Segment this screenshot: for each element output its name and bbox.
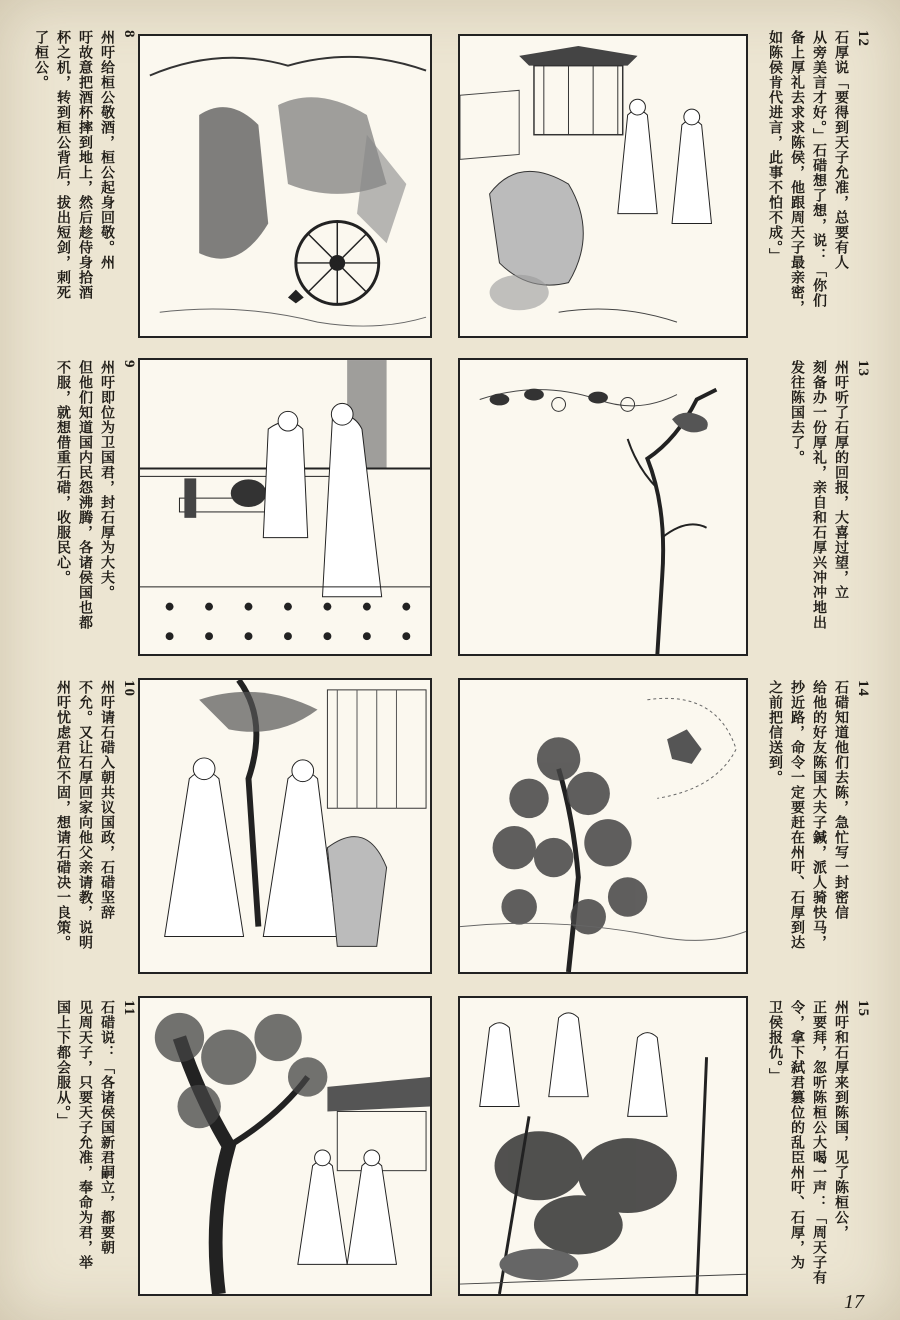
caption-13 (752, 360, 872, 660)
caption-line: 石碏说：「各诸侯国新君嗣立，都要朝 (99, 1000, 115, 1255)
caption-number: 10 (121, 680, 137, 697)
caption-line: 州吁听了石厚的回报，大喜过望，立 (833, 360, 849, 600)
caption-number: 9 (121, 360, 137, 369)
caption-line: 备上厚礼去求求陈侯，他跟周天子最亲密， (789, 30, 805, 315)
caption-line: 石碏知道他们去陈，急忙写一封密信 (833, 680, 849, 920)
caption-line: 州吁忧虑君位不固，想请石碏决一良策。 (55, 680, 71, 950)
caption-8 (28, 30, 138, 330)
caption-number: 8 (121, 30, 137, 39)
illustration-panel-13 (458, 358, 748, 656)
illustration-chariots-departing (460, 360, 746, 654)
caption-line: 州吁给桓公敬酒，桓公起身回敬。州 (99, 30, 115, 270)
caption-line: 如陈侯肯代进言，此事不怕不成。」 (767, 30, 783, 263)
illustration-panel-9 (138, 358, 432, 656)
caption-line: 吁故意把酒杯摔到地上，然后趁侍身拾酒 (77, 30, 93, 300)
caption-line: 之前把信送到。 (767, 680, 783, 785)
caption-number: 13 (855, 360, 871, 377)
caption-line: 州吁和石厚来到陈国，见了陈桓公， (833, 1000, 849, 1240)
caption-line: 令，拿下弑君篡位的乱臣州吁、石厚，为 (789, 1000, 805, 1270)
caption-line: 给他的好友陈国大夫子鍼，派人骑快马， (811, 680, 827, 950)
caption-line: 抄近路，命令一定要赶在州吁、石厚到达 (789, 680, 805, 950)
caption-number: 12 (855, 30, 871, 47)
caption-line: 州吁请石碏入朝共议国政，石碏坚辞 (99, 680, 115, 920)
illustration-panel-11 (138, 996, 432, 1296)
caption-line: 见周天子，只要天子允准，奉命为君，举 (77, 1000, 93, 1270)
caption-line: 卫侯报仇。」 (767, 1000, 783, 1083)
illustration-tree-and-gate (140, 998, 430, 1294)
illustration-palace-banquet (140, 360, 430, 654)
caption-line: 刻备办一份厚礼，亲自和石厚兴冲冲地出 (811, 360, 827, 630)
caption-line: 州吁即位为卫国君，封石厚为大夫。 (99, 360, 115, 600)
caption-line: 了桓公。 (33, 30, 49, 90)
illustration-panel-14 (458, 678, 748, 974)
illustration-garden-pavilion (460, 36, 746, 336)
illustration-arrest-scene (460, 998, 746, 1294)
caption-12 (752, 30, 872, 330)
page-number: 17 (844, 1291, 864, 1313)
illustration-messenger-rider (460, 680, 746, 972)
illustration-panel-8 (138, 34, 432, 338)
caption-line: 不服，就想借重石碏，收服民心。 (55, 360, 71, 585)
illustration-panel-10 (138, 678, 432, 974)
illustration-courtyard-conversation (140, 680, 430, 972)
illustration-panel-15 (458, 996, 748, 1296)
caption-14 (752, 680, 872, 980)
caption-line: 石厚说「要得到天子允准，总要有人 (833, 30, 849, 270)
caption-line: 国上下都会服从。」 (55, 1000, 71, 1128)
caption-line: 从旁美言才好。」石碏想了想，说：「你们 (811, 30, 827, 308)
caption-number: 15 (855, 1000, 871, 1017)
illustration-panel-12 (458, 34, 748, 338)
caption-11 (28, 1000, 138, 1300)
caption-number: 11 (121, 1000, 137, 1017)
caption-15 (752, 1000, 872, 1300)
caption-line: 发往陈国去了。 (789, 360, 805, 465)
caption-9 (28, 360, 138, 660)
illustration-chariot-assassination (140, 36, 430, 336)
caption-line: 杯之机，转到桓公背后，拔出短剑，刺死 (55, 30, 71, 300)
caption-line: 正要拜，忽听陈桓公大喝一声：「周天子有 (811, 1000, 827, 1285)
caption-number: 14 (855, 680, 871, 697)
caption-10 (28, 680, 138, 980)
caption-line: 但他们知道国内民怨沸腾，各诸侯国也都 (77, 360, 93, 630)
caption-line: 不允。又让石厚回家向他父亲请教，说明 (77, 680, 93, 950)
